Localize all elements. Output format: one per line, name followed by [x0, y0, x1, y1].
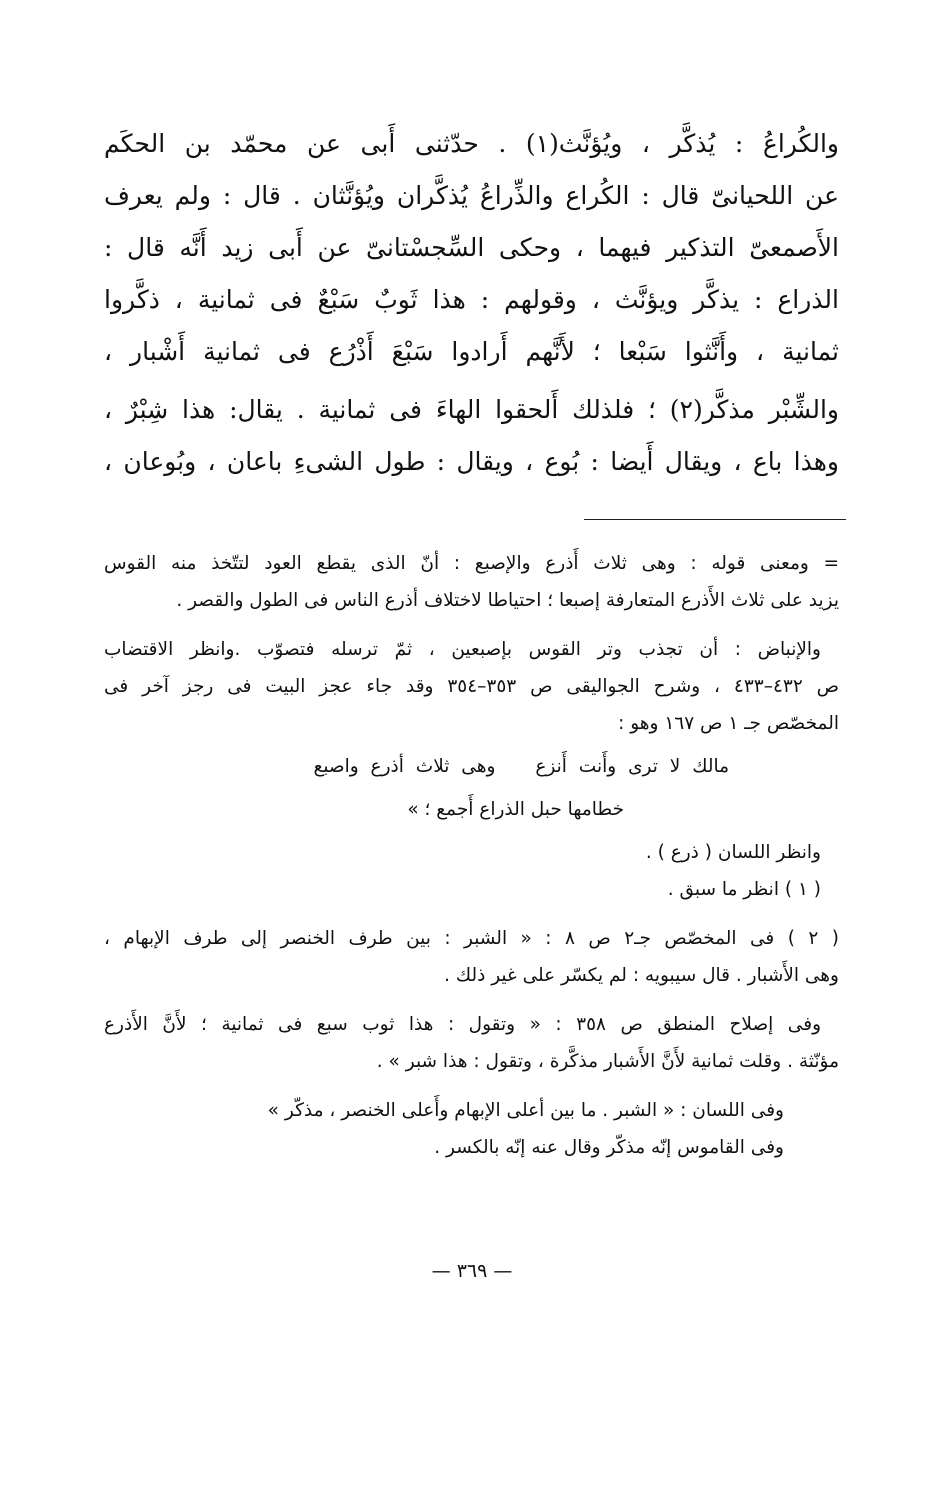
footnote-line: وفى اللسان : « الشبر . ما بين أعلى الإبهام وأَعلى الخنصر ، مذكّر » — [267, 1100, 784, 1121]
main-text-line: عن اللحيانىّ قال : الكُراع والذِّراعُ يُذكَّران ويُؤنَّثان . قال : ولم يعرف — [104, 181, 839, 210]
verse-line: خطامها حبل الذراع أَجمع ؛ » — [407, 799, 624, 820]
main-text-line: والشِّبْر مذكَّر(٢) ؛ فلذلك أَلحقوا الهاءَ فى ثمانية . يقال: هذا شِبْرٌ ، — [104, 395, 839, 424]
footnote-line: وهى الأَشبار . قال سيبويه : لم يكسّر على غير ذلك . — [444, 965, 839, 986]
verse — [104, 748, 839, 828]
main-text-line: وهذا باع ، ويقال أَيضا : بُوع ، ويقال : طول الشىءِ باعان ، وبُوعان ، — [104, 447, 839, 476]
verse-hemistich: وهى ثلاث أذرع واصبع — [313, 756, 496, 777]
footnote-line: وفى إصلاح المنطق ص ٣٥٨ : « وتقول : هذا ثوب سبع فى ثمانية ؛ لأَنَّ الأَذرع — [104, 1014, 822, 1035]
main-text-line: ثمانية ، وأَنَّثوا سَبْعا ؛ لأَنَّهم أَرادوا سَبْعَ أَذْرُع فى ثمانية أَشْبار ، — [104, 337, 839, 366]
footnote-line: = ومعنى قوله : وهى ثلاث أَذرع والإصبع : أنّ الذى يقطع العود لتتّخذ منه القوس — [104, 553, 839, 574]
footnote-line: المخصّص جـ ١ ص ١٦٧ وهو : — [618, 713, 839, 734]
footnote-line: ص ٤٣٢–٤٣٣ ، وشرح الجواليقى ص ٣٥٣–٣٥٤ وقد جاء عجز البيت فى رجز آخر فى — [104, 676, 839, 697]
footnote-1: ( ١ ) انظر ما سبق . — [667, 879, 821, 900]
main-text-line: والكُراعُ : يُذكَّر ، ويُؤنَّث(١) . حدّثنى أَبى عن محمّد بن الحكَم — [104, 129, 840, 158]
footnote-2: ( ٢ ) فى المخصّص جـ٢ ص ٨ : « الشبر : بين طرف الخنصر إلى طرف الإبهام ، — [104, 928, 839, 949]
verse-hemistich: مالك لا ترى وأَنت أَنزع — [535, 756, 729, 777]
footnote-line: مؤنّثة . وقلت ثمانية لأَنَّ الأَشبار مذكَّرة ، وتقول : هذا شبر » . — [376, 1051, 839, 1072]
footnote-line: وانظر اللسان ( ذرع ) . — [645, 842, 821, 863]
footnote-line: يزيد على ثلاث الأَذرع المتعارفة إصبعا ؛ احتياطا لاختلاف أذرع الناس فى الطول والقصر . — [176, 590, 839, 611]
main-text-line: الذراع : يذكَّر ويؤنَّث ، وقولهم : هذا ثَوبٌ سَبْعٌ فى ثمانية ، ذكَّروا — [104, 285, 839, 314]
footnotes — [104, 545, 839, 1166]
main-text — [104, 118, 839, 488]
footnote-line: والإنباض : أن تجذب وتر القوس بإصبعين ، ثمّ ترسله فتصوّب .وانظر الاقتضاب — [104, 639, 821, 660]
footnote-line: وفى القاموس إنّه مذكّر وقال عنه إنّه بالكسر . — [434, 1137, 784, 1158]
footnote-separator — [584, 519, 846, 520]
verse-line — [104, 748, 839, 785]
main-text-line: الأَصمعىّ التذكير فيهما ، وحكى السِّجسْتانىّ عن أَبى زيد أَنَّه قال : — [104, 233, 839, 262]
page-number: — ٣٦٩ — — [431, 1260, 513, 1282]
